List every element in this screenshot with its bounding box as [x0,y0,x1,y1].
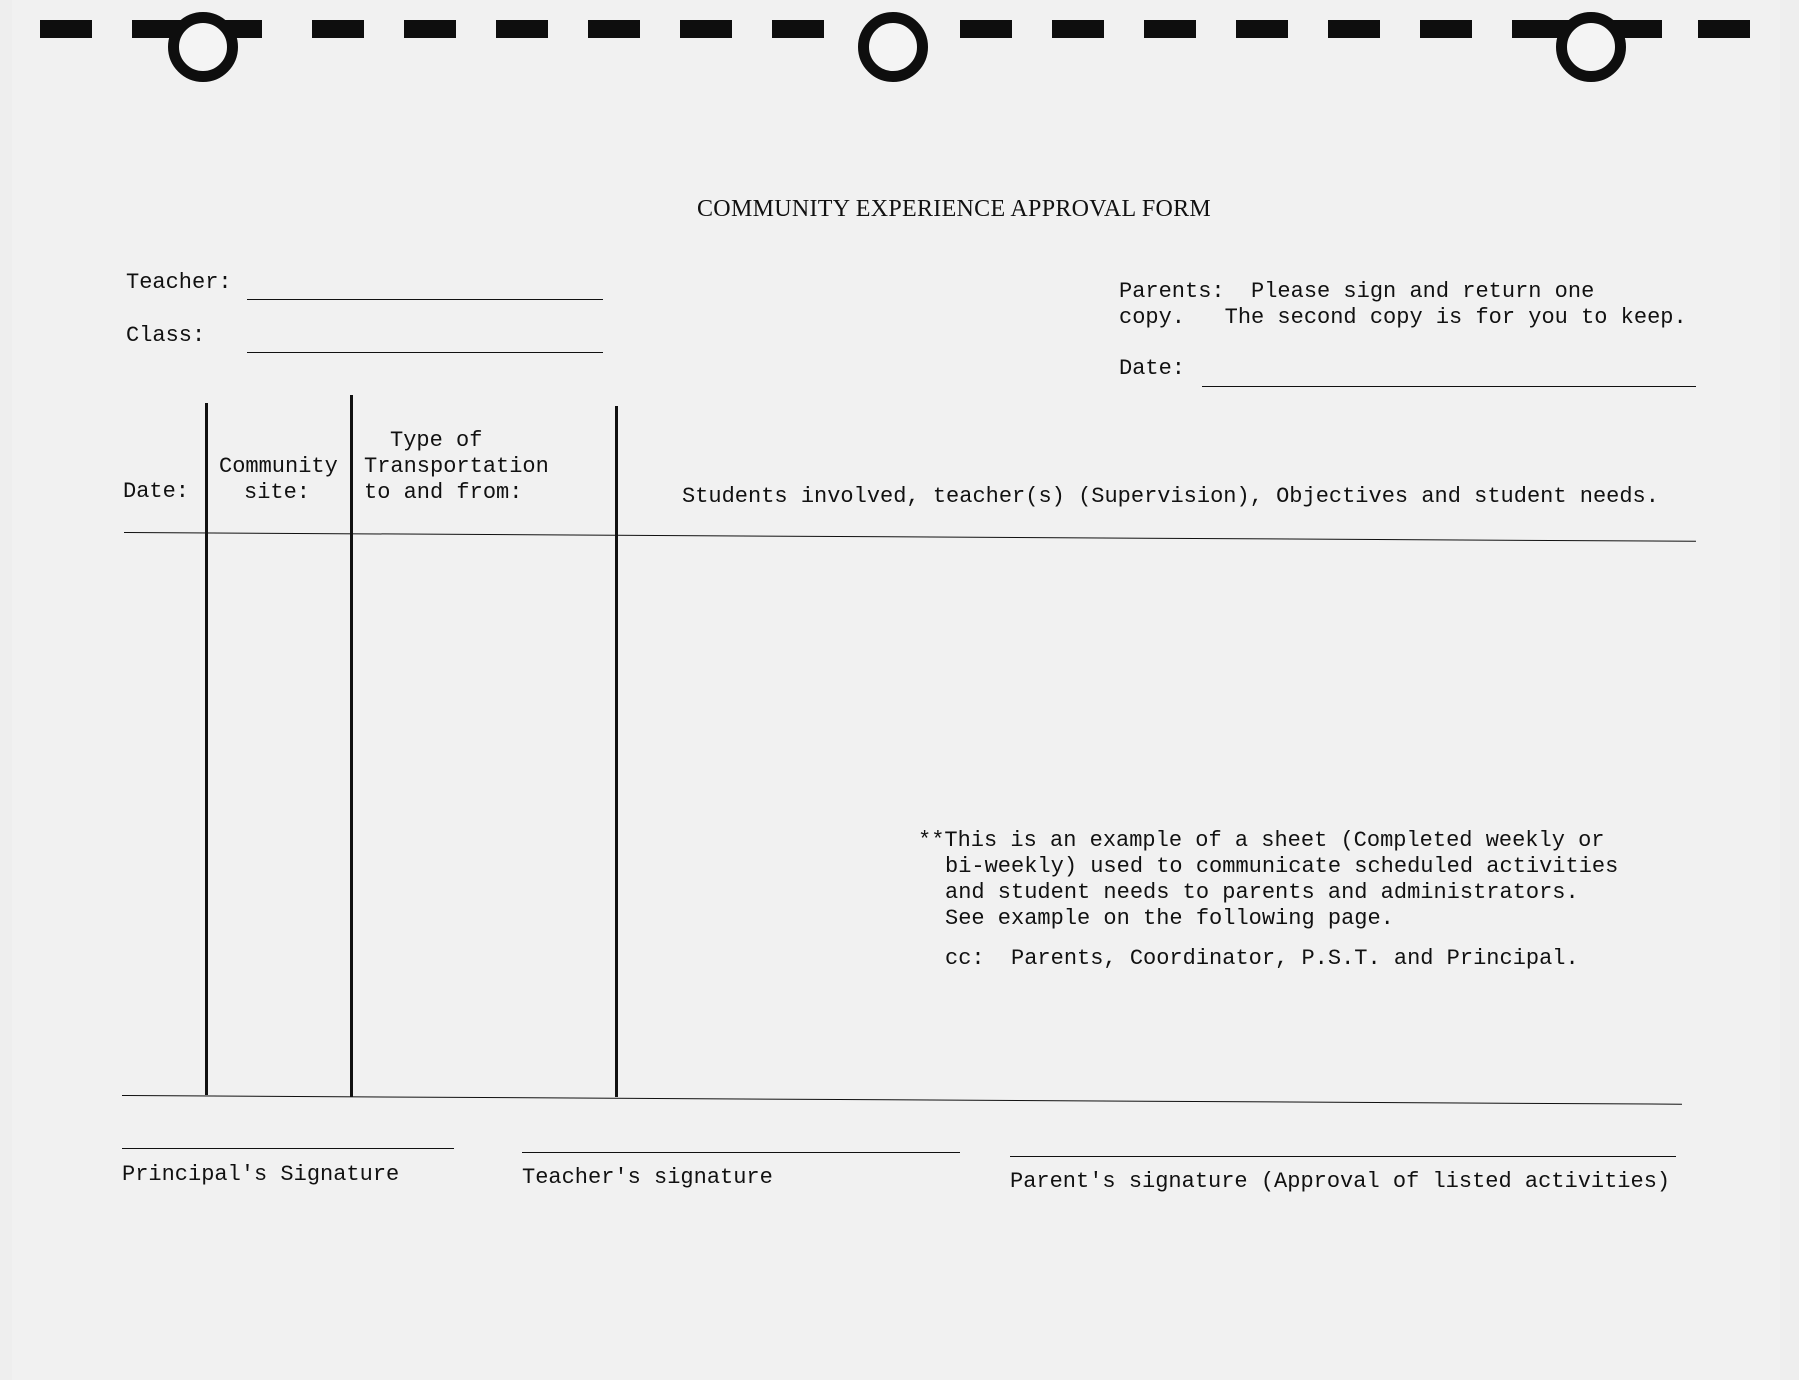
parent-signature-line[interactable] [1010,1156,1676,1157]
perforation-dash [1420,20,1472,38]
col-header-site-line-1: Community [219,454,338,479]
parent-signature-label: Parent's signature (Approval of listed activities) [1010,1169,1671,1194]
col-header-transport-line-2: Transportation [364,454,549,479]
col-header-date: Date: [123,479,190,504]
table-column-divider [205,403,208,1095]
table-bottom-rule [122,1095,1682,1105]
perforation-dash [1052,20,1104,38]
perforation-dash [1144,20,1196,38]
col-header-transport-line-3: to and from: [364,480,523,505]
note-line-4: See example on the following page. [945,906,1394,931]
perforation-dash [960,20,1012,38]
note-line-1: **This is an example of a sheet (Completed weekly or [918,828,1605,853]
perforation-dash [588,20,640,38]
teacher-label: Teacher: [126,270,232,295]
form-title: COMMUNITY EXPERIENCE APPROVAL FORM [697,196,1212,222]
class-field-line[interactable] [247,352,603,353]
principal-signature-label: Principal's Signature [122,1162,400,1187]
perforation-dash [40,20,92,38]
perforation-dash [404,20,456,38]
parents-note-line-2: copy. The second copy is for you to keep. [1119,305,1687,330]
col-header-site-line-2: site: [244,480,311,505]
form-sheet [12,0,1780,1380]
perforation-dash [1328,20,1380,38]
note-line-3: and student needs to parents and administrators. [945,880,1579,905]
binder-hole [168,12,238,82]
perforation-dash [680,20,732,38]
class-label: Class: [126,323,206,348]
binder-hole [1556,12,1626,82]
table-column-divider [615,406,618,1097]
col-header-transport-line-1: Type of [390,428,483,453]
teacher-field-line[interactable] [247,299,603,300]
perforation-dash [772,20,824,38]
parents-note-line-1: Parents: Please sign and return one [1119,279,1595,304]
teacher-signature-line[interactable] [522,1152,960,1153]
perforation-dash [496,20,548,38]
date-label: Date: [1119,356,1186,381]
perforation-dash [1698,20,1750,38]
date-field-line[interactable] [1202,386,1696,387]
perforation-dash [1236,20,1288,38]
binder-hole [858,12,928,82]
note-cc-line: cc: Parents, Coordinator, P.S.T. and Principal. [945,946,1579,971]
principal-signature-line[interactable] [122,1148,454,1149]
teacher-signature-label: Teacher's signature [522,1165,773,1190]
col-header-students: Students involved, teacher(s) (Supervision), Objectives and student needs. [682,484,1659,509]
table-header-rule [124,532,1696,542]
note-line-2: bi-weekly) used to communicate scheduled activities [945,854,1619,879]
perforation-dash [312,20,364,38]
table-column-divider [350,395,353,1097]
